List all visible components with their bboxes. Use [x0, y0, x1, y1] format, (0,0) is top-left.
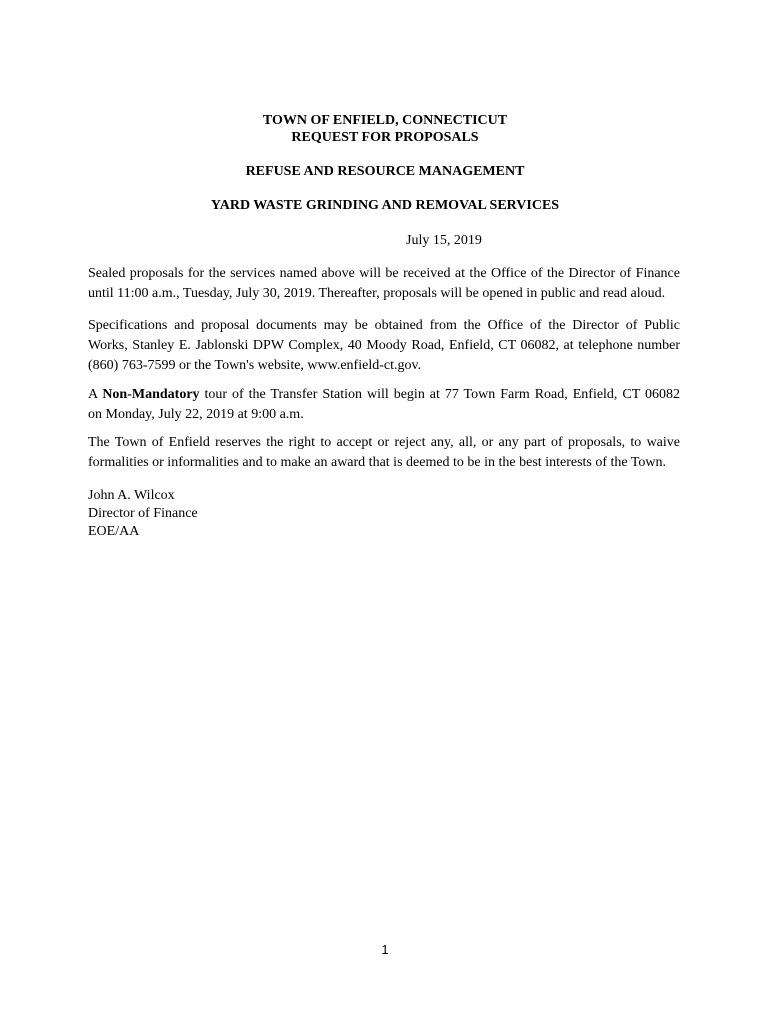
paragraph-line: Specifications and proposal documents may be obtained from the Office of the Director of Public	[88, 318, 680, 333]
paragraph-line: The Town of Enfield reserves the right to accept or reject any, all, or any part of proposals, to waive	[88, 435, 680, 450]
heading-town: TOWN OF ENFIELD, CONNECTICUT	[262, 113, 508, 128]
eoe-notice: EOE/AA	[88, 524, 140, 539]
signature-block	[88, 487, 198, 541]
paragraph-line: on Monday, July 22, 2019 at 9:00 a.m.	[88, 407, 304, 422]
heading-rfp: REQUEST FOR PROPOSALS	[291, 130, 479, 145]
document-date: July 15, 2019	[406, 233, 482, 248]
paragraph-line: Works, Stanley E. Jablonski DPW Complex, 40 Moody Road, Enfield, CT 06082, at telephone number	[88, 338, 680, 353]
signer-name: John A. Wilcox	[88, 488, 175, 503]
tour-rest: tour of the Transfer Station will begin at 77 Town Farm Road, Enfield, CT 06082	[199, 387, 680, 402]
paragraph-line: Sealed proposals for the services named above will be received at the Office of the Director of Finance	[88, 266, 680, 281]
paragraph-tour	[88, 385, 680, 425]
heading-services: YARD WASTE GRINDING AND REMOVAL SERVICES	[210, 198, 560, 213]
paragraph-line	[88, 385, 680, 405]
tour-lead: A	[88, 387, 103, 402]
paragraph-sealed-proposals	[88, 264, 680, 304]
page-number: 1	[381, 942, 389, 957]
heading-department: REFUSE AND RESOURCE MANAGEMENT	[245, 164, 525, 179]
paragraph-reservation	[88, 433, 680, 473]
paragraph-line: until 11:00 a.m., Tuesday, July 30, 2019. Thereafter, proposals will be opened in public and read aloud.	[88, 286, 666, 301]
signer-title: Director of Finance	[88, 506, 198, 521]
paragraph-line: (860) 763-7599 or the Town's website, www.enfield-ct.gov.	[88, 358, 422, 373]
non-mandatory-label: Non-Mandatory	[102, 387, 200, 402]
paragraph-specifications	[88, 316, 680, 376]
paragraph-line: formalities or informalities and to make an award that is deemed to be in the best interests of the Town.	[88, 455, 667, 470]
